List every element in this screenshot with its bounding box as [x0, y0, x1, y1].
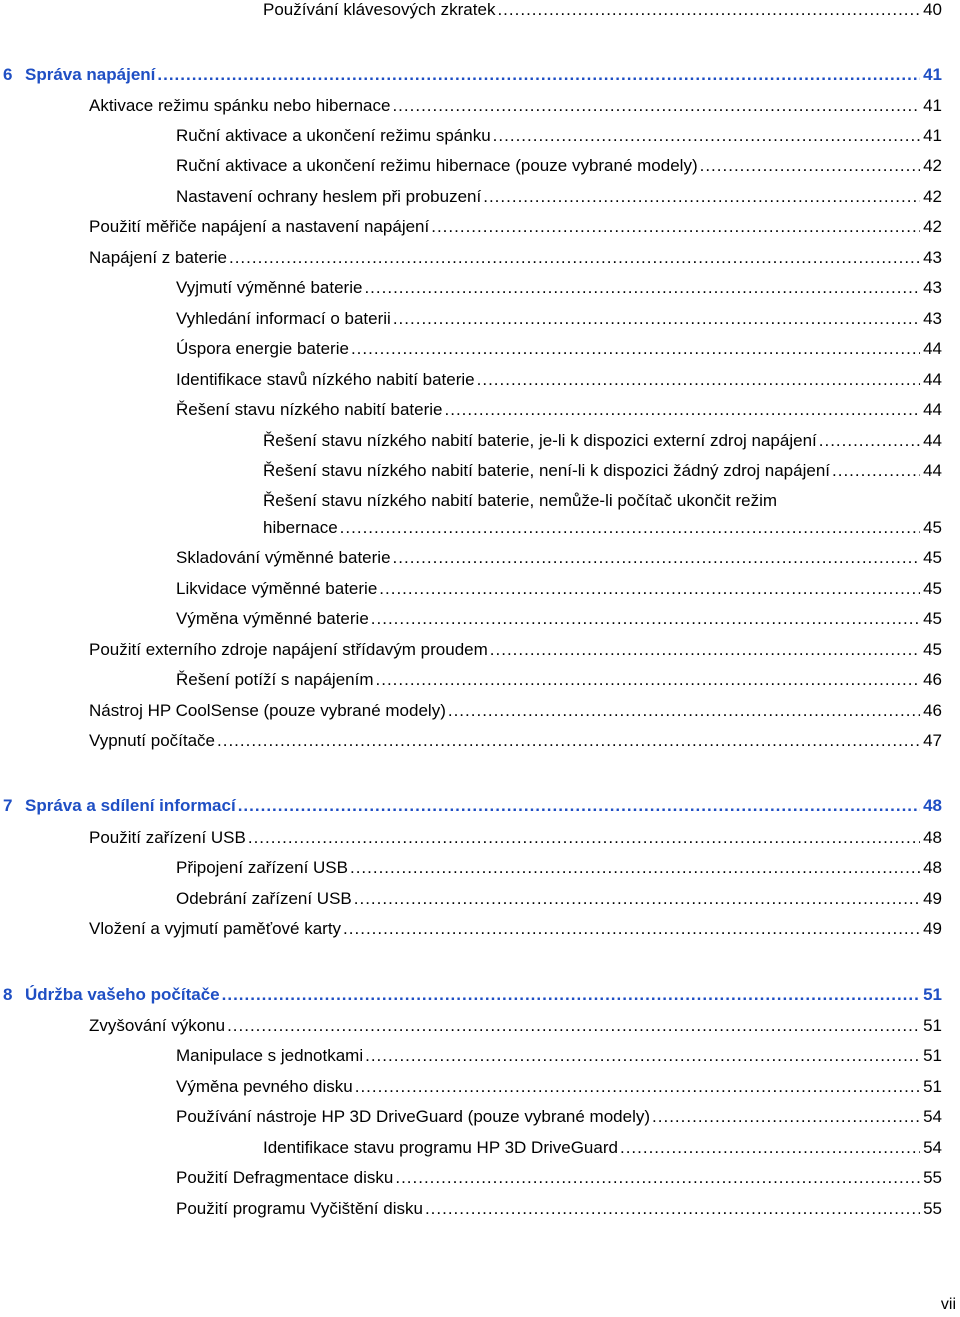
toc-entry[interactable]: Použití zařízení USB ..... 48	[89, 828, 942, 848]
toc-entry[interactable]: Použití měřiče napájení a nastavení napájení ..... 42	[89, 217, 942, 237]
toc-entry[interactable]: Vypnutí počítače ..... 47	[89, 731, 942, 751]
toc-entry[interactable]: Ruční aktivace a ukončení režimu hibernace (pouze vybrané modely) ..... 42	[176, 156, 942, 176]
toc-entry[interactable]: Vyjmutí výměnné baterie ..... 43	[176, 278, 942, 298]
toc-entry[interactable]: Řešení stavu nízkého nabití baterie, není-li k dispozici žádný zdroj napájení ..... 44	[263, 461, 942, 481]
toc-entry[interactable]: Napájení z baterie ..... 43	[89, 248, 942, 268]
toc-entry[interactable]: Nastavení ochrany heslem při probuzení ..... 42	[176, 187, 942, 207]
toc-entry[interactable]: Použití programu Vyčištění disku ..... 55	[176, 1199, 942, 1219]
toc-entry[interactable]: Ruční aktivace a ukončení režimu spánku ..... 41	[176, 126, 942, 146]
toc-entry-title-line1[interactable]: Řešení stavu nízkého nabití baterie, nemůže-li počítač ukončit režim	[263, 491, 778, 510]
chapter-heading-7[interactable]: 7 Správa a sdílení informací ..... 48	[3, 796, 942, 816]
toc-entry[interactable]: Identifikace stavu programu HP 3D DriveGuard ..... 54	[263, 1138, 942, 1158]
page-number: vii	[940, 1296, 956, 1313]
toc-entry[interactable]: Vyhledání informací o baterii ..... 43	[176, 309, 942, 329]
toc-entry[interactable]: Použití Defragmentace disku ..... 55	[176, 1168, 942, 1188]
toc-entry[interactable]: Odebrání zařízení USB ..... 49	[176, 889, 942, 909]
chapter-heading-6[interactable]: 6 Správa napájení ..... 41	[3, 65, 942, 85]
toc-entry[interactable]: Likvidace výměnné baterie ..... 45	[176, 579, 942, 599]
toc-entry[interactable]: Vložení a vyjmutí paměťové karty ..... 49	[89, 919, 942, 939]
toc-entry[interactable]: Nástroj HP CoolSense (pouze vybrané modely) ..... 46	[89, 701, 942, 721]
toc-entry[interactable]: Aktivace režimu spánku nebo hibernace ..... 41	[89, 96, 942, 116]
toc-entry[interactable]: Výměna výměnné baterie ..... 45	[176, 609, 942, 629]
toc-entry[interactable]: Používání klávesových zkratek ..... 40	[263, 0, 942, 20]
toc-entry[interactable]: Úspora energie baterie ..... 44	[176, 339, 942, 359]
toc-entry[interactable]: Řešení stavu nízkého nabití baterie, je-li k dispozici externí zdroj napájení ..... 44	[263, 431, 942, 451]
toc-entry[interactable]: Zvyšování výkonu ..... 51	[89, 1016, 942, 1036]
toc-entry[interactable]: Identifikace stavů nízkého nabití baterie ..... 44	[176, 370, 942, 390]
toc-entry[interactable]: Manipulace s jednotkami ..... 51	[176, 1046, 942, 1066]
toc-entry[interactable]: Řešení stavu nízkého nabití baterie ..... 44	[176, 400, 942, 420]
toc-entry[interactable]: hibernace ..... 45	[263, 518, 942, 538]
toc-entry[interactable]: Řešení potíží s napájením ..... 46	[176, 670, 942, 690]
toc-entry[interactable]: Používání nástroje HP 3D DriveGuard (pouze vybrané modely) ..... 54	[176, 1107, 942, 1127]
chapter-heading-8[interactable]: 8 Údržba vašeho počítače ..... 51	[3, 985, 942, 1005]
toc-entry[interactable]: Výměna pevného disku ..... 51	[176, 1077, 942, 1097]
toc-entry[interactable]: Skladování výměnné baterie ..... 45	[176, 548, 942, 568]
toc-entry[interactable]: Použití externího zdroje napájení střídavým proudem ..... 45	[89, 640, 942, 660]
toc-entry[interactable]: Připojení zařízení USB ..... 48	[176, 858, 942, 878]
